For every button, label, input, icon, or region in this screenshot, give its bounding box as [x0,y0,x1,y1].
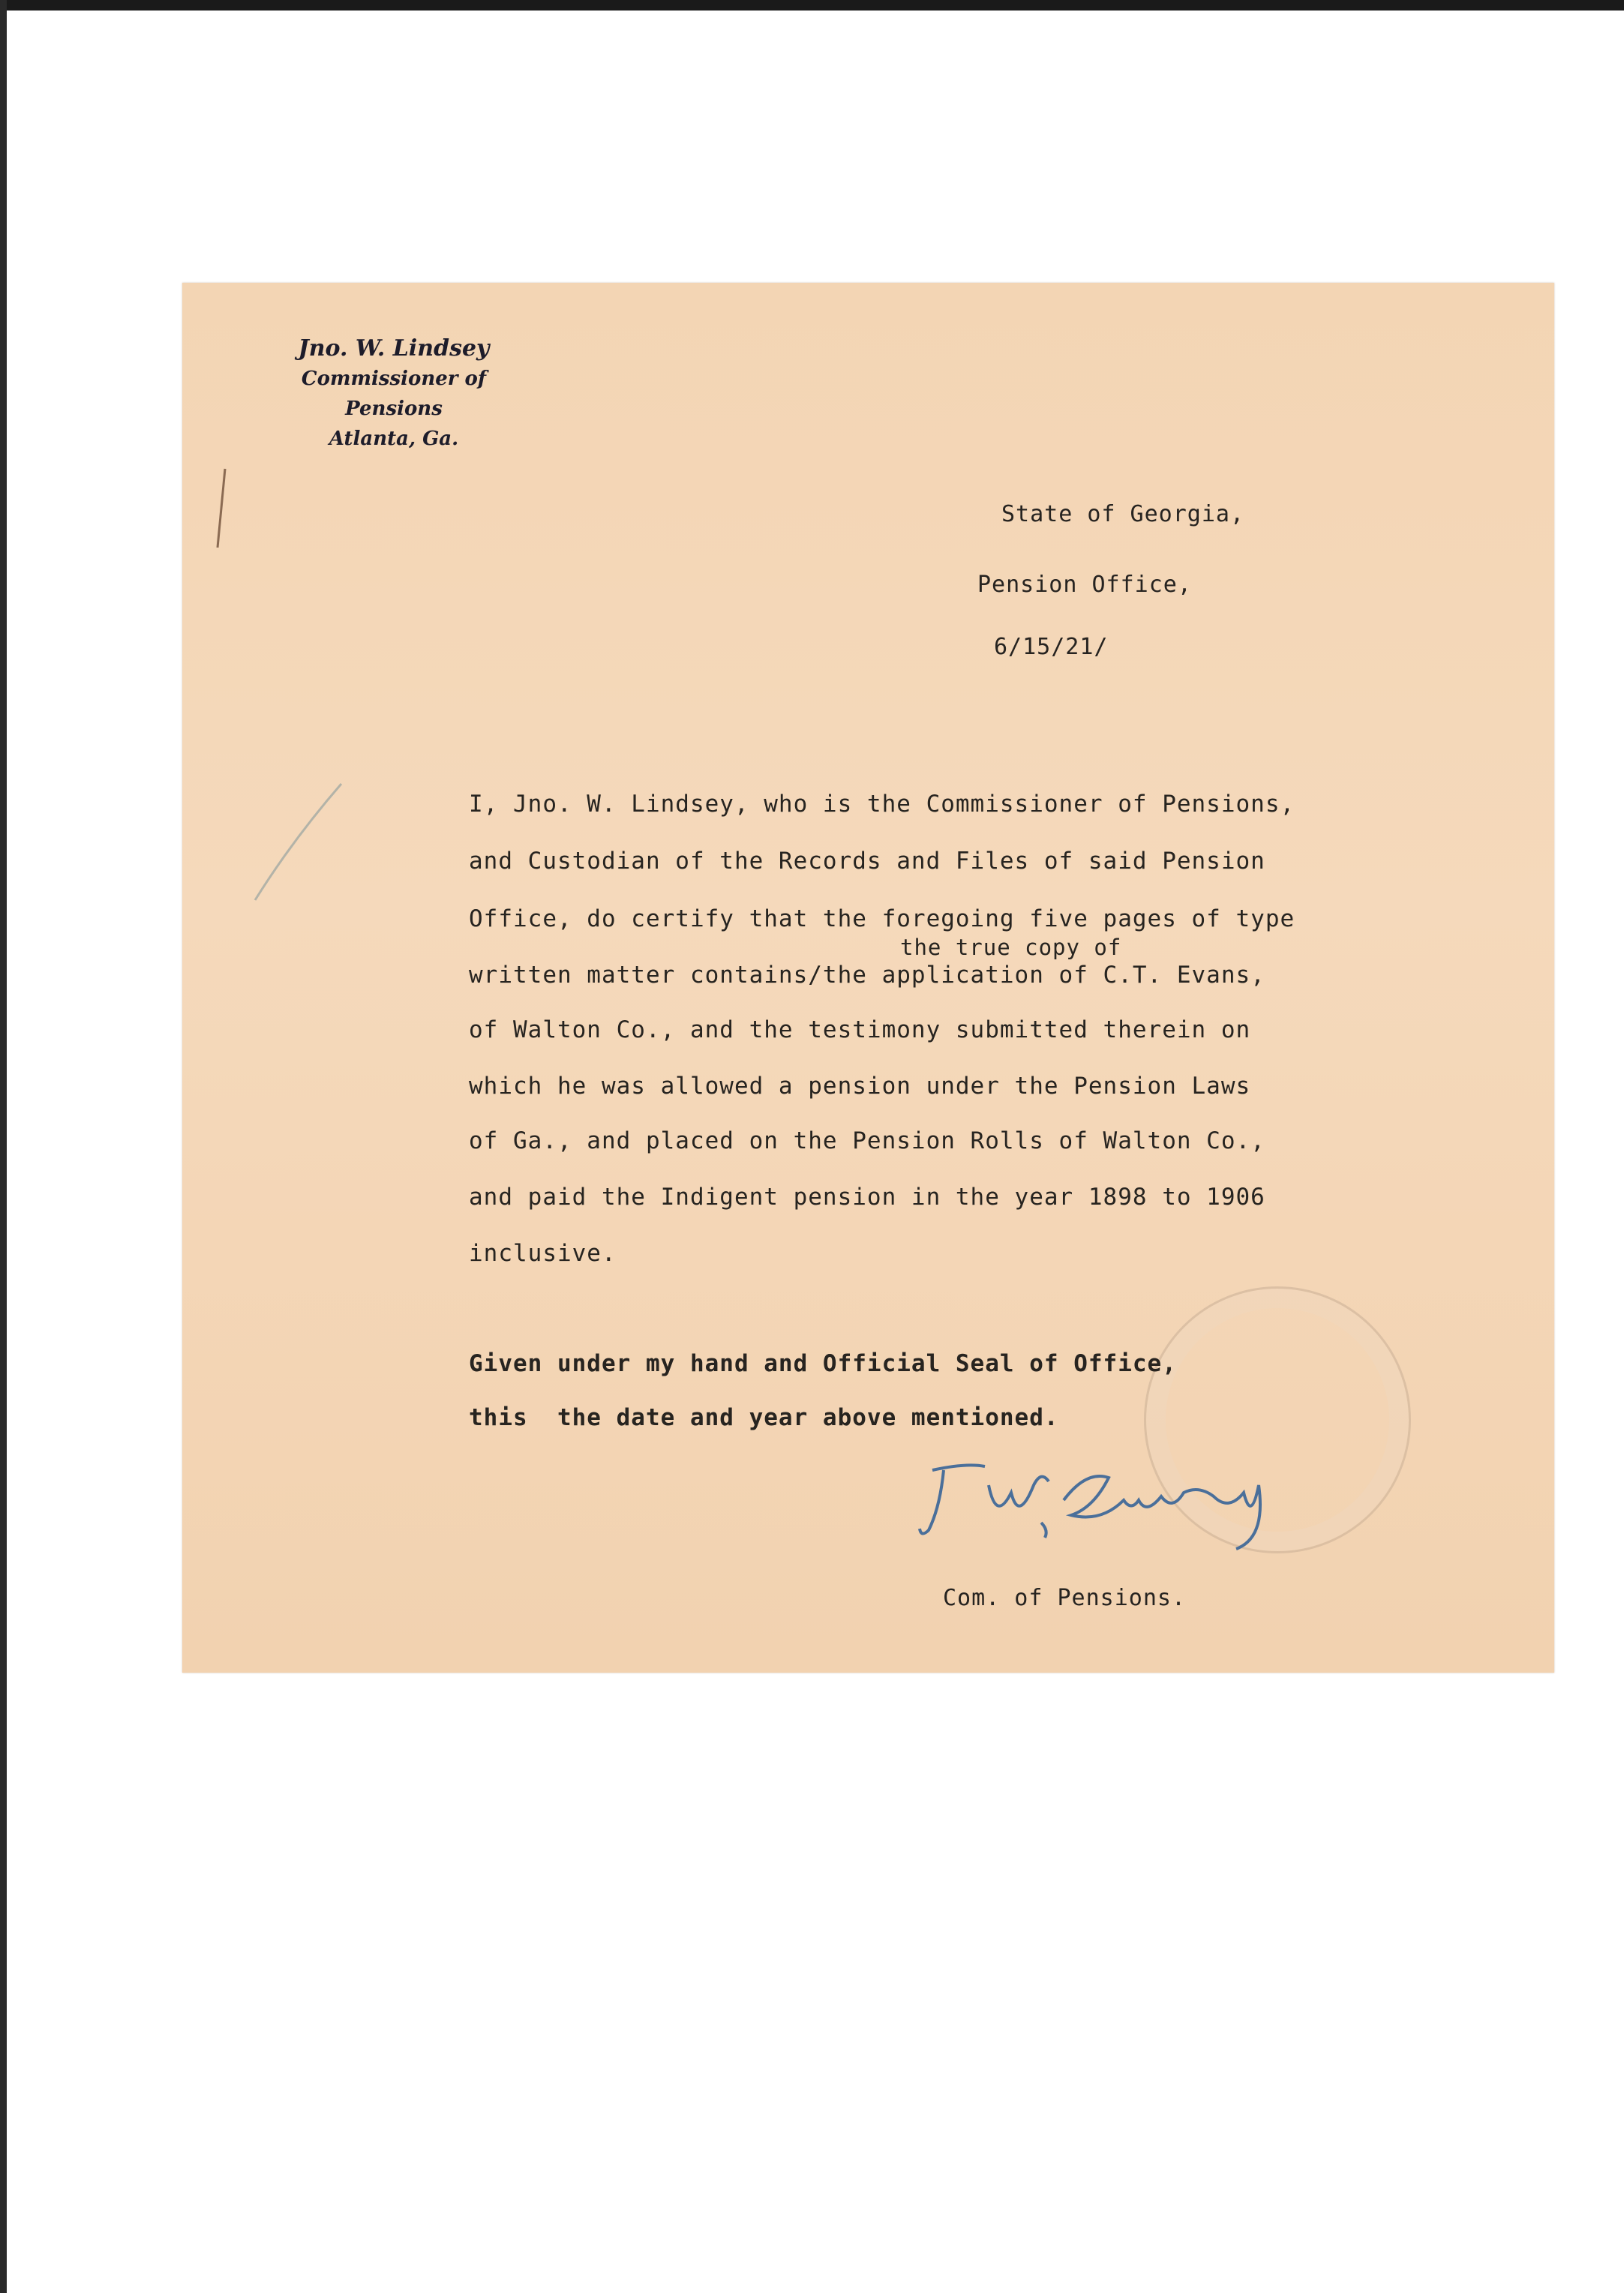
letterhead-name: Jno. W. Lindsey [298,335,490,362]
letterhead-title: Commissioner of Pensions [301,368,487,420]
body-line-9: inclusive. [469,1240,617,1267]
body-line-6: which he was allowed a pension under the Pension Laws [469,1073,1251,1100]
signoff: Com. of Pensions. [943,1585,1187,1611]
body-interlinear-insert: the true copy of [900,935,1122,960]
letterhead [255,334,533,454]
scan-top-edge [0,0,1624,11]
pencil-check-mark [248,773,353,908]
heading-date: 6/15/21/ [994,634,1109,660]
body-line-2: and Custodian of the Records and Files of said Pension [469,848,1265,875]
scan-left-edge [0,0,7,2293]
closing-line-1: Given under my hand and Official Seal of Office, [469,1350,1177,1377]
body-line-8: and paid the Indigent pension in the year 1898 to 1906 [469,1184,1265,1211]
closing-line-2: this the date and year above mentioned. [469,1404,1059,1431]
body-line-4: written matter contains/the application of C.T. Evans, [469,962,1265,989]
body-line-7: of Ga., and placed on the Pension Rolls of Walton Co., [469,1127,1265,1154]
heading-state: State of Georgia, [1001,501,1245,527]
body-line-1: I, Jno. W. Lindsey, who is the Commissioner of Pensions, [469,791,1295,818]
pencil-mark [210,465,233,555]
body-line-3: Office, do certify that the foregoing five pages of type [469,905,1295,932]
body-line-5: of Walton Co., and the testimony submitted therein on [469,1016,1251,1043]
letterhead-city: Atlanta, Ga. [329,428,459,450]
signature [914,1440,1304,1553]
heading-office: Pension Office, [977,572,1192,598]
